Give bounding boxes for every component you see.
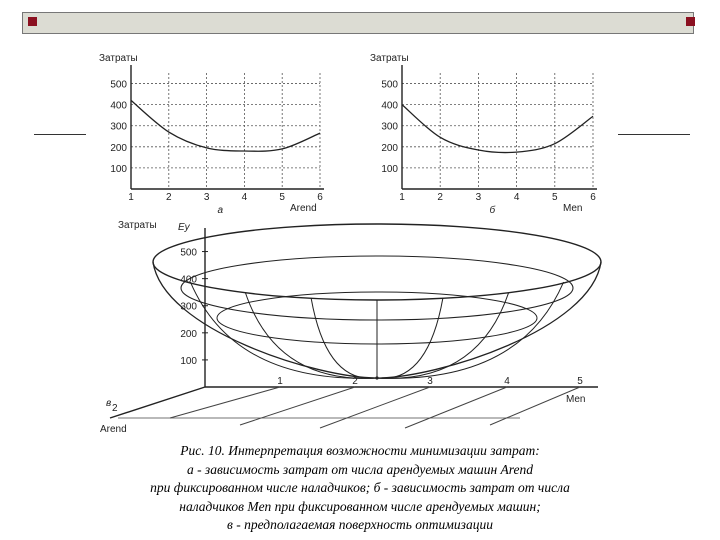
y-tick-label: 400 (381, 100, 398, 112)
x-tick-label: 3 (475, 192, 482, 203)
men-tick-label: 1 (277, 376, 283, 387)
base-grid-line (490, 387, 580, 425)
y-tick-label: 100 (110, 163, 127, 175)
y-tick-label: 500 (110, 79, 127, 91)
y-tick-label: 500 (381, 79, 398, 91)
cost-tick-label: 400 (180, 274, 197, 286)
men-tick-label: 5 (577, 376, 583, 387)
arend-axis (110, 387, 205, 418)
x-tick-label: 2 (437, 192, 443, 203)
x-axis-label: Men (563, 203, 583, 214)
x-tick-label: 6 (317, 192, 323, 203)
surface-meridian (377, 298, 443, 378)
x-axis-label: Arend (290, 203, 317, 214)
cost-axis-sub-label: Ey (178, 222, 190, 233)
figure-caption (60, 442, 660, 535)
panel-label: б (489, 205, 496, 216)
cost-tick-label: 200 (180, 328, 197, 340)
arend-tick-label: 2 (112, 403, 118, 414)
caption-line: наладчиков Men при фиксированном числе арендуемых машин; (179, 498, 541, 514)
cost-tick-label: 500 (180, 247, 197, 259)
caption-line: Рис. 10. Интерпретация возможности минимизации затрат: (180, 443, 540, 458)
x-tick-label: 2 (166, 192, 172, 203)
cost-tick-label: 100 (180, 355, 197, 367)
cost-axis-label: Затраты (118, 220, 157, 231)
arend-axis-label: Arend (100, 424, 127, 435)
x-tick-label: 1 (399, 192, 405, 203)
y-tick-label: 200 (381, 142, 398, 154)
caption-line: при фиксированном числе наладчиков; б - зависимость затрат от числа (150, 480, 570, 495)
panel-label: в (106, 398, 112, 409)
caption-line: а - зависимость затрат от числа арендуемых машин Arend (186, 461, 534, 477)
men-tick-label: 3 (427, 376, 433, 387)
surface-minimum-point (375, 376, 378, 379)
surface-meridian (311, 298, 377, 378)
base-grid-line (405, 387, 507, 428)
x-tick-label: 3 (203, 192, 210, 203)
men-axis-label: Men (566, 394, 586, 405)
y-tick-label: 300 (381, 121, 398, 133)
caption-line: в - предполагаемая поверхность оптимизации (227, 517, 493, 532)
surface-meridian (377, 292, 509, 378)
x-tick-label: 4 (513, 192, 520, 203)
x-tick-label: 5 (279, 192, 285, 203)
x-tick-label: 1 (128, 192, 134, 203)
cost-curve-line (402, 105, 593, 153)
y-tick-label: 100 (381, 163, 398, 175)
x-tick-label: 4 (241, 192, 248, 203)
base-grid-line (240, 387, 355, 425)
x-tick-label: 6 (590, 192, 596, 203)
x-tick-label: 5 (552, 192, 558, 203)
y-tick-label: 300 (110, 121, 127, 133)
base-grid-line (170, 387, 280, 418)
cost-tick-label: 300 (180, 301, 197, 313)
surface-meridian (245, 292, 377, 378)
men-tick-label: 2 (352, 376, 358, 387)
surface-rim (153, 224, 601, 300)
y-tick-label: 400 (110, 100, 127, 112)
y-axis-label: Затраты (370, 53, 409, 64)
men-tick-label: 4 (504, 376, 510, 387)
y-axis-label: Затраты (99, 53, 138, 64)
panel-label: а (217, 205, 224, 216)
y-tick-label: 200 (110, 142, 127, 154)
